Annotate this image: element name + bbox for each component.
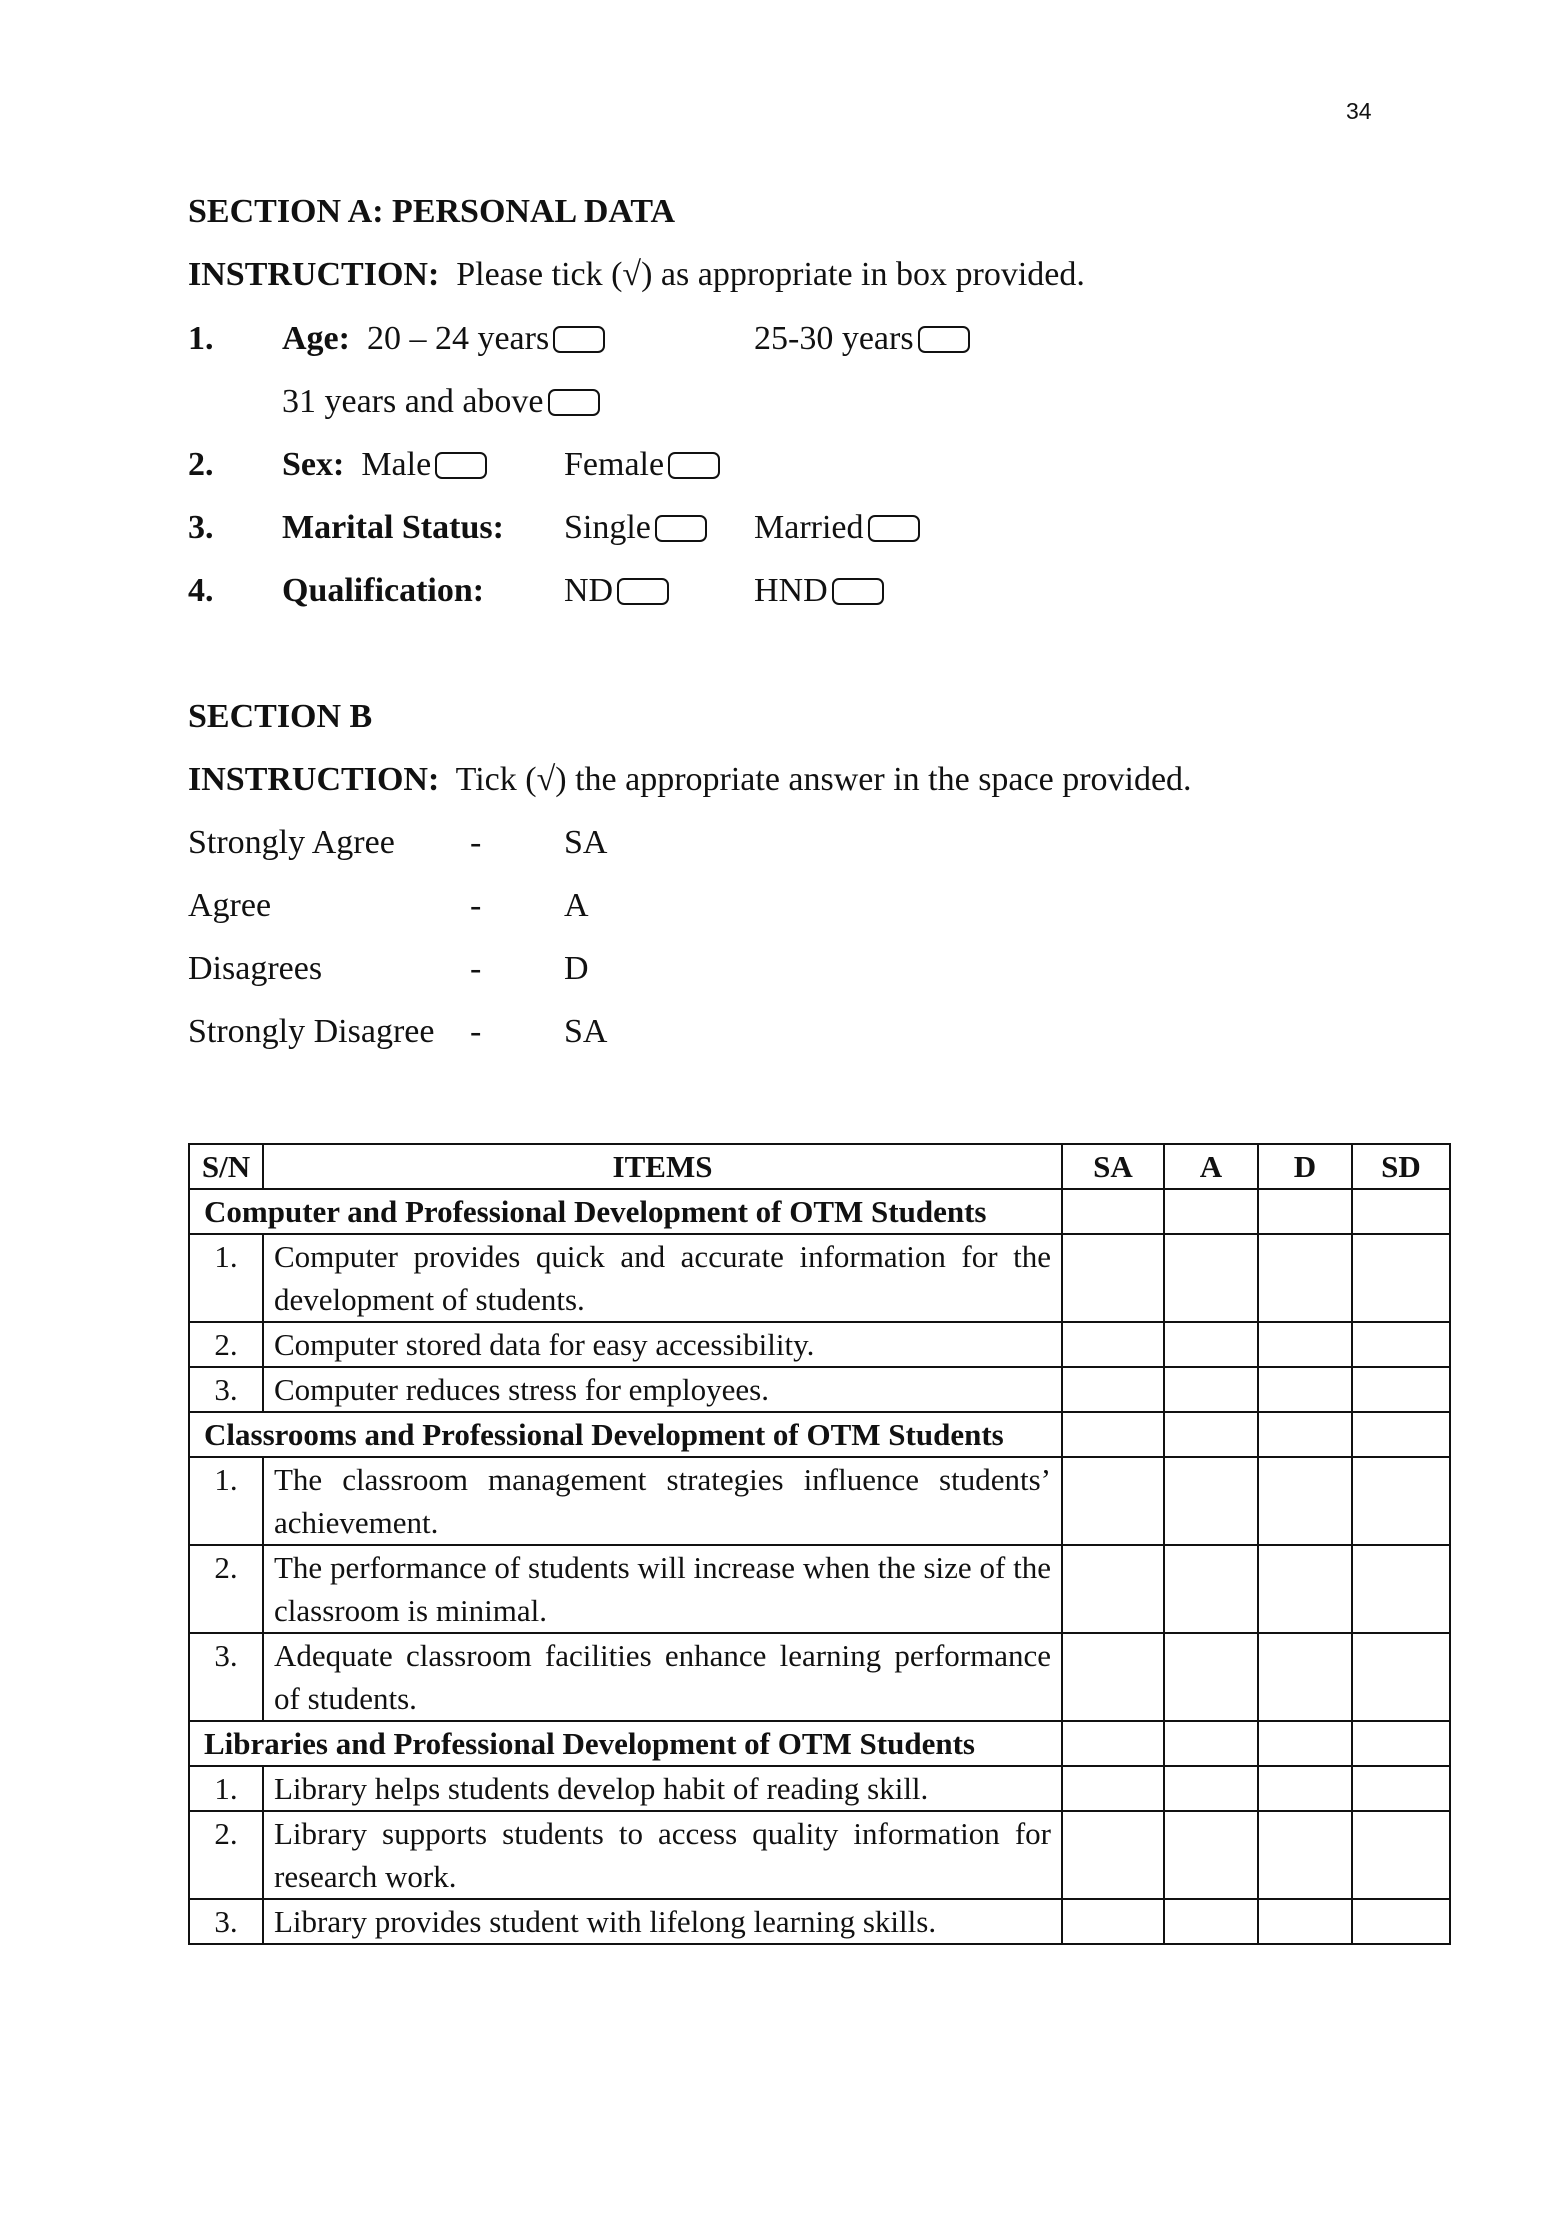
legend-abbr: SA <box>564 1013 608 1050</box>
response-cell[interactable] <box>1352 1412 1450 1457</box>
marital-single-checkbox[interactable] <box>655 515 707 542</box>
q1-label: Age: <box>282 320 350 357</box>
response-a-cell[interactable] <box>1164 1322 1258 1367</box>
response-sd-cell[interactable] <box>1352 1234 1450 1322</box>
row-item: Computer reduces stress for employees. <box>263 1367 1062 1412</box>
response-a-cell[interactable] <box>1164 1766 1258 1811</box>
response-sd-cell[interactable] <box>1352 1811 1450 1899</box>
table-row <box>189 1633 1450 1721</box>
q4-label: Qualification: <box>282 572 485 609</box>
header-items: ITEMS <box>263 1144 1062 1189</box>
legend-dash: - <box>470 950 482 987</box>
response-a-cell[interactable] <box>1164 1234 1258 1322</box>
response-cell[interactable] <box>1258 1412 1352 1457</box>
response-sd-cell[interactable] <box>1352 1367 1450 1412</box>
q3-label: Marital Status: <box>282 509 504 546</box>
q4-opt1-label: ND <box>564 572 614 609</box>
q3-opt1 <box>564 508 707 548</box>
instruction-text: Please tick (√) as appropriate in box provided. <box>456 256 1085 293</box>
response-sa-cell[interactable] <box>1062 1322 1164 1367</box>
row-item: Library supports students to access quality information for research work. <box>263 1811 1062 1899</box>
response-cell[interactable] <box>1164 1721 1258 1766</box>
qualification-hnd-checkbox[interactable] <box>832 578 884 605</box>
response-d-cell[interactable] <box>1258 1766 1352 1811</box>
q1-number: 1. <box>188 320 214 357</box>
response-sa-cell[interactable] <box>1062 1766 1164 1811</box>
response-d-cell[interactable] <box>1258 1811 1352 1899</box>
q4-opt1 <box>564 571 669 611</box>
response-sa-cell[interactable] <box>1062 1234 1164 1322</box>
section-a-instruction <box>188 255 1085 295</box>
response-sa-cell[interactable] <box>1062 1899 1164 1944</box>
response-d-cell[interactable] <box>1258 1322 1352 1367</box>
legend-term: Agree <box>188 887 272 924</box>
section-title: Classrooms and Professional Development of OTM Students <box>189 1412 1062 1457</box>
q3-opt1-label: Single <box>564 509 651 546</box>
q4-opt2-label: HND <box>754 572 828 609</box>
response-a-cell[interactable] <box>1164 1457 1258 1545</box>
row-sn: 2. <box>189 1811 263 1899</box>
section-title: Libraries and Professional Development of OTM Students <box>189 1721 1062 1766</box>
response-a-cell[interactable] <box>1164 1633 1258 1721</box>
row-item: Computer provides quick and accurate information for the development of students. <box>263 1234 1062 1322</box>
legend-dash: - <box>470 887 482 924</box>
q4-number: 4. <box>188 572 214 609</box>
q2-sex-row <box>282 445 487 485</box>
legend-dash: - <box>470 824 482 861</box>
response-d-cell[interactable] <box>1258 1545 1352 1633</box>
sex-male-checkbox[interactable] <box>435 452 487 479</box>
q3-number: 3. <box>188 509 214 546</box>
response-a-cell[interactable] <box>1164 1899 1258 1944</box>
age-20-24-checkbox[interactable] <box>553 326 605 353</box>
qualification-nd-checkbox[interactable] <box>617 578 669 605</box>
legend-term: Disagrees <box>188 950 323 987</box>
sex-female-checkbox[interactable] <box>668 452 720 479</box>
q1-opt2 <box>754 319 970 359</box>
row-sn: 2. <box>189 1545 263 1633</box>
response-cell[interactable] <box>1062 1721 1164 1766</box>
q1-age-row <box>282 319 605 359</box>
table-row <box>189 1322 1450 1367</box>
q3-opt2-label: Married <box>754 509 864 546</box>
q4-opt2 <box>754 571 884 611</box>
row-sn: 3. <box>189 1899 263 1944</box>
legend-term: Strongly Agree <box>188 824 395 861</box>
page-number: 34 <box>1346 98 1372 124</box>
section-b-instruction <box>188 760 1192 800</box>
row-sn: 3. <box>189 1633 263 1721</box>
q2-opt1-label: Male <box>361 446 432 483</box>
response-d-cell[interactable] <box>1258 1899 1352 1944</box>
table-header-row <box>189 1144 1450 1189</box>
response-sd-cell[interactable] <box>1352 1545 1450 1633</box>
response-cell[interactable] <box>1258 1189 1352 1234</box>
section-b-title: SECTION B <box>188 698 373 735</box>
response-cell[interactable] <box>1352 1721 1450 1766</box>
section-a-title: SECTION A: PERSONAL DATA <box>188 193 676 230</box>
response-cell[interactable] <box>1352 1189 1450 1234</box>
instruction-label: INSTRUCTION: <box>188 761 440 798</box>
row-item: The performance of students will increase when the size of the classroom is minimal. <box>263 1545 1062 1633</box>
q1-opt3 <box>282 382 600 422</box>
q2-label: Sex: <box>282 446 345 483</box>
table-row <box>189 1545 1450 1633</box>
legend-dash: - <box>470 1013 482 1050</box>
row-sn: 2. <box>189 1322 263 1367</box>
row-item: The classroom management strategies influence students’ achievement. <box>263 1457 1062 1545</box>
response-sa-cell[interactable] <box>1062 1811 1164 1899</box>
q1-opt3-label: 31 years and above <box>282 383 544 420</box>
response-d-cell[interactable] <box>1258 1234 1352 1322</box>
response-sa-cell[interactable] <box>1062 1633 1164 1721</box>
response-d-cell[interactable] <box>1258 1633 1352 1721</box>
header-sa: SA <box>1062 1144 1164 1189</box>
response-d-cell[interactable] <box>1258 1457 1352 1545</box>
legend-term: Strongly Disagree <box>188 1013 435 1050</box>
response-sa-cell[interactable] <box>1062 1367 1164 1412</box>
age-25-30-checkbox[interactable] <box>918 326 970 353</box>
table-row <box>189 1234 1450 1322</box>
q1-opt1-label: 20 – 24 years <box>366 320 550 357</box>
header-d: D <box>1258 1144 1352 1189</box>
table-section-row <box>189 1721 1450 1766</box>
q2-opt2-label: Female <box>564 446 665 483</box>
row-item: Adequate classroom facilities enhance learning performance of students. <box>263 1633 1062 1721</box>
marital-married-checkbox[interactable] <box>868 515 920 542</box>
q1-opt2-label: 25-30 years <box>754 320 914 357</box>
table-section-row <box>189 1412 1450 1457</box>
questionnaire-table <box>188 1143 1451 1945</box>
table-row <box>189 1367 1450 1412</box>
header-sd: SD <box>1352 1144 1450 1189</box>
section-title: Computer and Professional Development of OTM Students <box>189 1189 1062 1234</box>
row-sn: 1. <box>189 1234 263 1322</box>
response-cell[interactable] <box>1258 1721 1352 1766</box>
response-sd-cell[interactable] <box>1352 1322 1450 1367</box>
table-row <box>189 1899 1450 1944</box>
legend-abbr: A <box>564 887 589 924</box>
instruction-label: INSTRUCTION: <box>188 256 440 293</box>
response-a-cell[interactable] <box>1164 1367 1258 1412</box>
age-31-above-checkbox[interactable] <box>548 389 600 416</box>
response-a-cell[interactable] <box>1164 1811 1258 1899</box>
response-a-cell[interactable] <box>1164 1545 1258 1633</box>
instruction-text: Tick (√) the appropriate answer in the space provided. <box>455 761 1192 798</box>
header-a: A <box>1164 1144 1258 1189</box>
response-sd-cell[interactable] <box>1352 1766 1450 1811</box>
header-sn: S/N <box>189 1144 263 1189</box>
row-item: Computer stored data for easy accessibility. <box>263 1322 1062 1367</box>
row-sn: 3. <box>189 1367 263 1412</box>
row-item: Library provides student with lifelong learning skills. <box>263 1899 1062 1944</box>
response-cell[interactable] <box>1062 1412 1164 1457</box>
table-row <box>189 1457 1450 1545</box>
q3-opt2 <box>754 508 920 548</box>
row-sn: 1. <box>189 1766 263 1811</box>
legend-abbr: SA <box>564 824 608 861</box>
response-sd-cell[interactable] <box>1352 1633 1450 1721</box>
response-sd-cell[interactable] <box>1352 1457 1450 1545</box>
response-cell[interactable] <box>1062 1189 1164 1234</box>
response-d-cell[interactable] <box>1258 1367 1352 1412</box>
table-row <box>189 1766 1450 1811</box>
response-sa-cell[interactable] <box>1062 1545 1164 1633</box>
table-section-row <box>189 1189 1450 1234</box>
response-sd-cell[interactable] <box>1352 1899 1450 1944</box>
q2-number: 2. <box>188 446 214 483</box>
legend-abbr: D <box>564 950 589 987</box>
row-item: Library helps students develop habit of reading skill. <box>263 1766 1062 1811</box>
response-sa-cell[interactable] <box>1062 1457 1164 1545</box>
row-sn: 1. <box>189 1457 263 1545</box>
response-cell[interactable] <box>1164 1412 1258 1457</box>
q2-opt2 <box>564 445 720 485</box>
table-row <box>189 1811 1450 1899</box>
response-cell[interactable] <box>1164 1189 1258 1234</box>
